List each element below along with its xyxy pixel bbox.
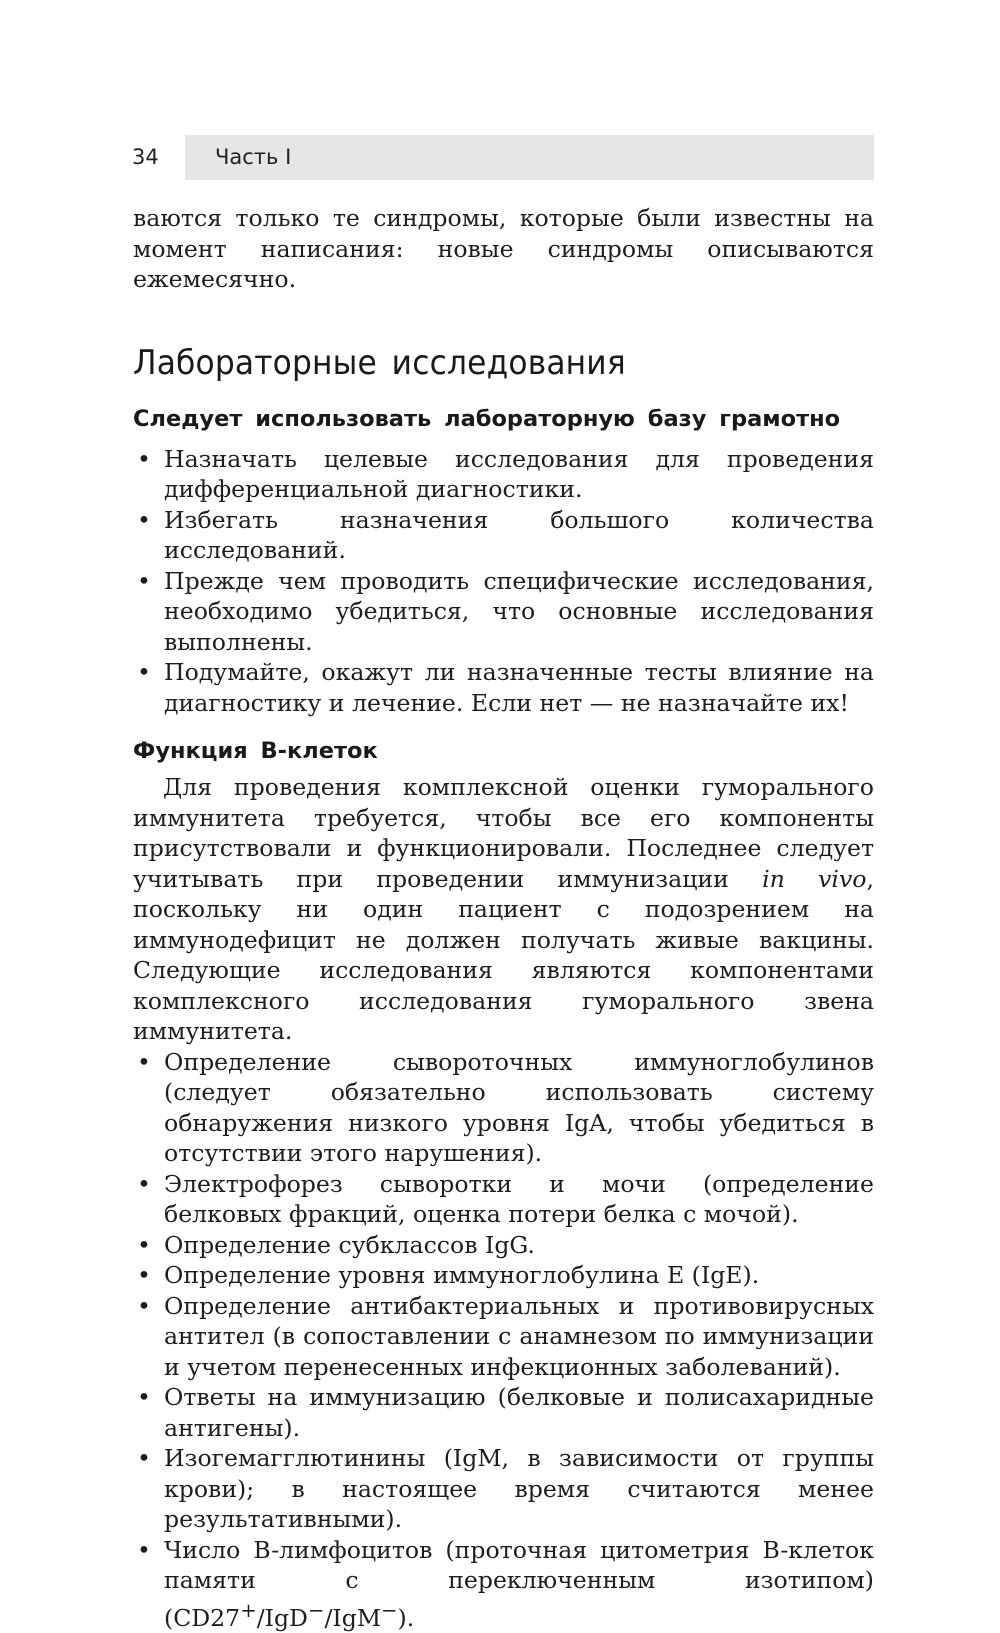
list-item: • Изогемагглютинины (IgM, в зависимости от группы крови); в настоящее время считаются менее результативными). <box>137 1444 874 1533</box>
chapter-heading: Лабораторные исследования <box>133 342 626 383</box>
list-item: • Ответы на иммунизацию (белковые и полисахаридные антигены). <box>137 1383 874 1442</box>
section-heading-b-cells: Функция B-клеток <box>133 738 378 764</box>
list-item: • Определение субклассов IgG. <box>137 1230 535 1259</box>
page-number: 34 <box>132 145 159 169</box>
bullet-icon: • <box>137 1169 151 1198</box>
bullet-icon: • <box>137 658 151 686</box>
list-item: • Прежде чем проводить специфические исследования, необходимо убедиться, что основные исследования выполнены. <box>137 566 874 656</box>
bullet-icon: • <box>137 1230 151 1259</box>
in-vivo-term: in vivo <box>762 864 867 893</box>
bullet-icon: • <box>137 1047 151 1076</box>
bullet-icon: • <box>137 444 151 473</box>
b-cells-paragraph: Для проведения комплексной оценки гуморального иммунитета требуется, чтобы все его компоненты присутствовали и функционировали. Последнее следует учитывать при проведении иммунизации in vivo, поскольку ни один пациент с подозрением на иммунодефицит не должен получать живые вакцины. Следующие исследования являются компонентами комплексного исследования гуморального звена иммунитета. <box>133 773 874 1045</box>
list-item: • Определение уровня иммуноглобулина E (IgE). <box>137 1261 760 1289</box>
list-item: • Назначать целевые исследования для проведения дифференциальной диагностики. <box>137 444 874 503</box>
bullet-icon: • <box>137 1261 151 1289</box>
bullet-icon: • <box>137 1383 151 1411</box>
list-item: • Число B-лимфоцитов (проточная цитометрия B-клеток памяти с переключенным изотипом) (CD27+/IgD−/IgM−). <box>137 1535 874 1632</box>
bullet-icon: • <box>137 1291 151 1320</box>
list-item: • Определение антибактериальных и противовирусных антител (в сопоставлении с анамнезом по иммунизации и учетом перенесенных инфекционных заболеваний). <box>137 1291 874 1381</box>
lab-base-list <box>133 444 874 719</box>
running-head-section: Часть I <box>215 145 292 169</box>
b-cells-list <box>133 1047 874 1633</box>
bullet-icon: • <box>137 505 151 534</box>
bullet-icon: • <box>137 566 151 595</box>
running-head <box>132 135 874 180</box>
running-head-bar <box>185 135 874 180</box>
continuation-paragraph: ваются только те синдромы, которые были известны на момент написания: новые синдромы описываются ежемесячно. <box>133 204 874 293</box>
list-item: • Электрофорез сыворотки и мочи (определение белковых фракций, оценка потери белка с мочой). <box>137 1169 874 1228</box>
page-body <box>133 203 874 1633</box>
bullet-icon: • <box>137 1444 151 1472</box>
list-item: • Подумайте, окажут ли назначенные тесты влияние на диагностику и лечение. Если нет — не назначайте их! <box>137 658 874 717</box>
section-heading-lab-base: Следует использовать лабораторную базу грамотно <box>133 405 841 432</box>
list-item: • Определение сывороточных иммуноглобулинов (следует обязательно использовать систему обнаружения низкого уровня IgA, чтобы убедиться в отсутствии этого нарушения). <box>137 1047 874 1167</box>
list-item: • Избегать назначения большого количества исследований. <box>137 505 874 564</box>
bullet-icon: • <box>137 1535 151 1564</box>
